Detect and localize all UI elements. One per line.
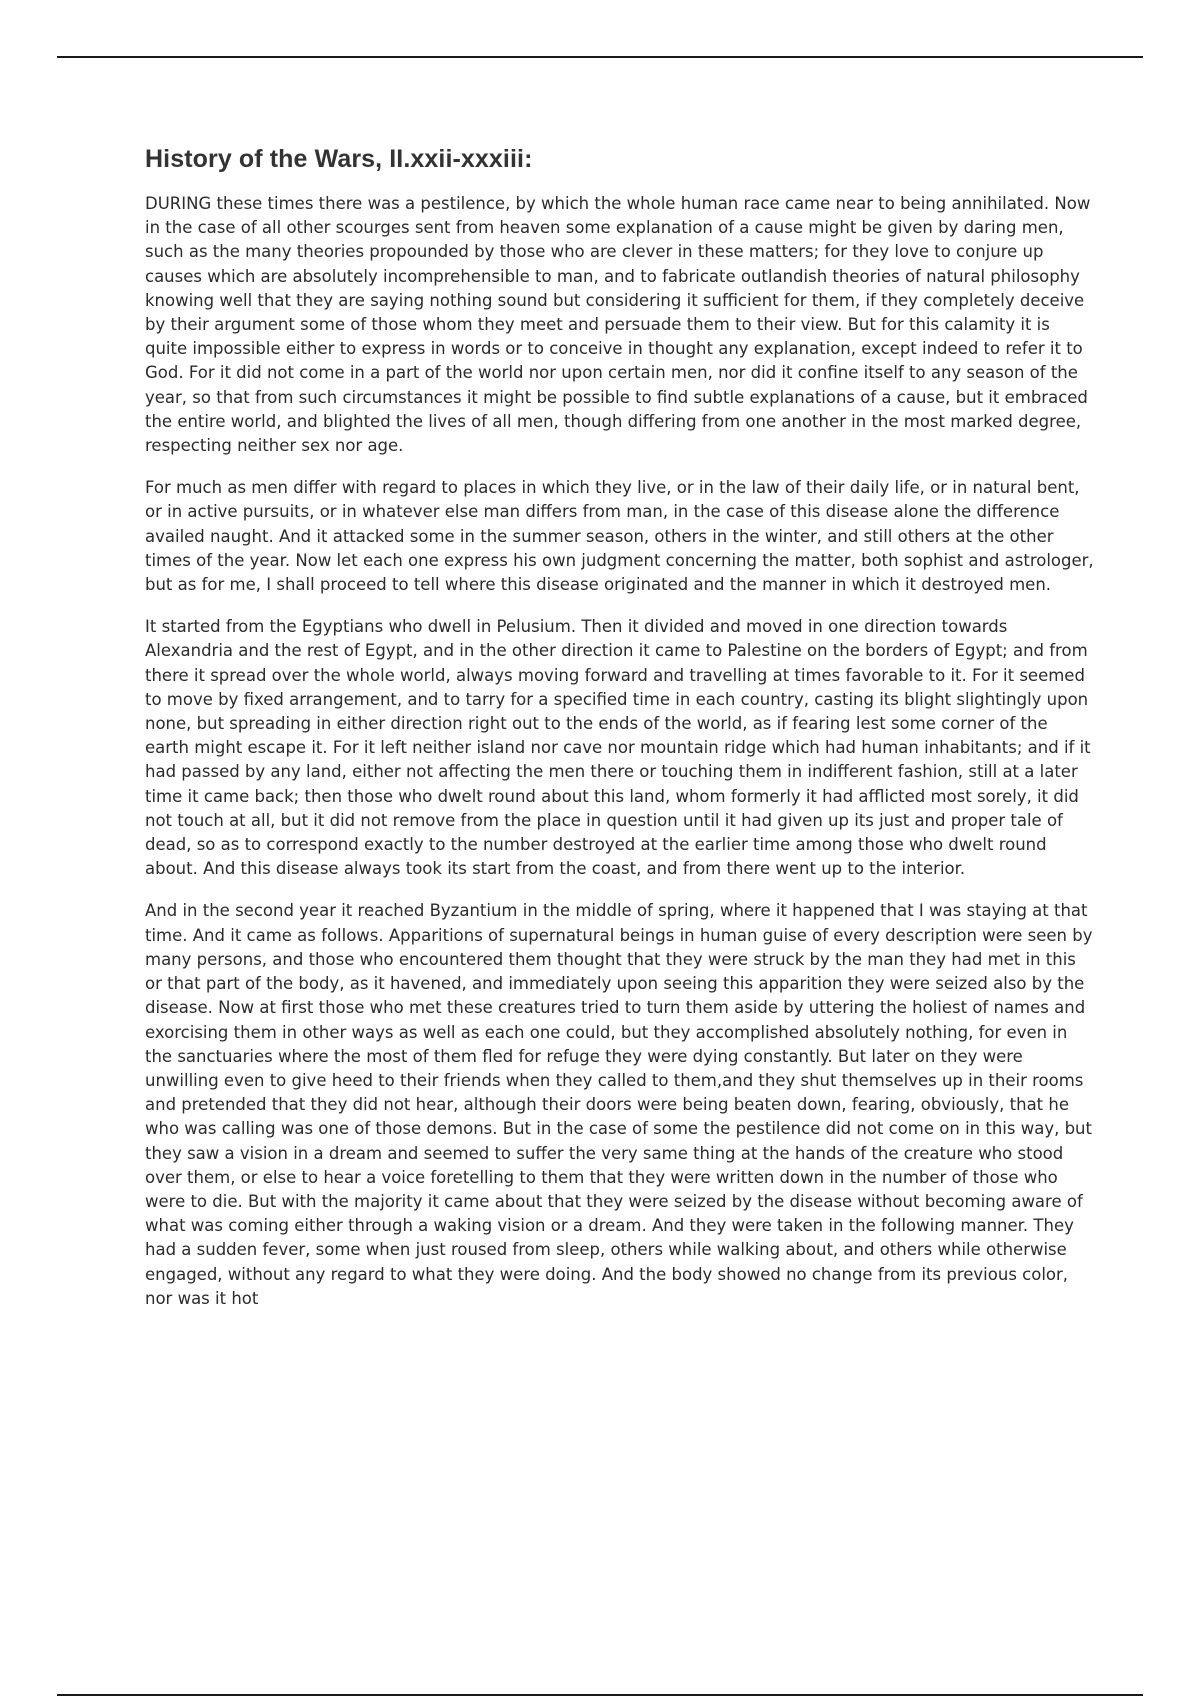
header-rule	[57, 56, 1143, 58]
paragraph-1: DURING these times there was a pestilence, by which the whole human race came near to being annihilated. Now in the case of all other scourges sent from heaven some explanation of a cause might be given by daring men, such as the many theories propounded by those who are clever in these matters; for they love to conjure up causes which are absolutely incomprehensible to man, and to fabricate outlandish theories of natural philosophy knowing well that they are saying nothing sound but considering it sufficient for them, if they completely deceive by their argument some of those whom they meet and persuade them to their view. But for this calamity it is quite impossible either to express in words or to conceive in thought any explanation, except indeed to refer it to God. For it did not come in a part of the world nor upon certain men, nor did it confine itself to any season of the year, so that from such circumstances it might be possible to find subtle explanations of a cause, but it embraced the entire world, and blighted the lives of all men, though differing from one another in the most marked degree, respecting neither sex nor age.	[145, 194, 1091, 456]
footer-rule	[57, 1694, 1143, 1696]
document-body	[145, 142, 1095, 1329]
document-title: History of the Wars, II.xxii-xxxiii:	[145, 145, 533, 173]
paragraph-3: It started from the Egyptians who dwell in Pelusium. Then it divided and moved in one direction towards Alexandria and the rest of Egypt, and in the other direction it came to Palestine on the borders of Egypt; and from there it spread over the whole world, always moving forward and travelling at times favorable to it. For it seemed to move by fixed arrangement, and to tarry for a specified time in each country, casting its blight slightingly upon none, but spreading in either direction right out to the ends of the world, as if fearing lest some corner of the earth might escape it. For it left neither island nor cave nor mountain ridge which had human inhabitants; and if it had passed by any land, either not affecting the men there or touching them in indifferent fashion, still at a later time it came back; then those who dwelt round about this land, whom formerly it had afflicted most sorely, it did not touch at all, but it did not remove from the place in question until it had given up its just and proper tale of dead, so as to correspond exactly to the number destroyed at the earlier time among those who dwelt round about. And this disease always took its start from the coast, and from there went up to the interior.	[145, 617, 1091, 879]
paragraph-2: For much as men differ with regard to places in which they live, or in the law of their daily life, or in natural bent, or in active pursuits, or in whatever else man differs from man, in the case of this disease alone the difference availed naught. And it attacked some in the summer season, others in the winter, and still others at the other times of the year. Now let each one express his own judgment concerning the matter, both sophist and astrologer, but as for me, I shall proceed to tell where this disease originated and the manner in which it destroyed men.	[145, 478, 1094, 595]
paragraph-4: And in the second year it reached Byzantium in the middle of spring, where it happened that I was staying at that time. And it came as follows. Apparitions of supernatural beings in human guise of every description were seen by many persons, and those who encountered them thought that they were struck by the man they had met in this or that part of the body, as it havened, and immediately upon seeing this apparition they were seized also by the disease. Now at first those who met these creatures tried to turn them aside by uttering the holiest of names and exorcising them in other ways as well as each one could, but they accomplished absolutely nothing, for even in the sanctuaries where the most of them fled for refuge they were dying constantly. But later on they were unwilling even to give heed to their friends when they called to them,and they shut themselves up in their rooms and pretended that they did not hear, although their doors were being beaten down, fearing, obviously, that he who was calling was one of those demons. But in the case of some the pestilence did not come on in this way, but they saw a vision in a dream and seemed to suffer the very same thing at the hands of the creature who stood over them, or else to hear a voice foretelling to them that they were written down in the number of those who were to die. But with the majority it came about that they were seized by the disease without becoming aware of what was coming either through a waking vision or a dream. And they were taken in the following manner. They had a sudden fever, some when just roused from sleep, others while walking about, and others while otherwise engaged, without any regard to what they were doing. And the body showed no change from its previous color, nor was it hot	[145, 901, 1093, 1308]
